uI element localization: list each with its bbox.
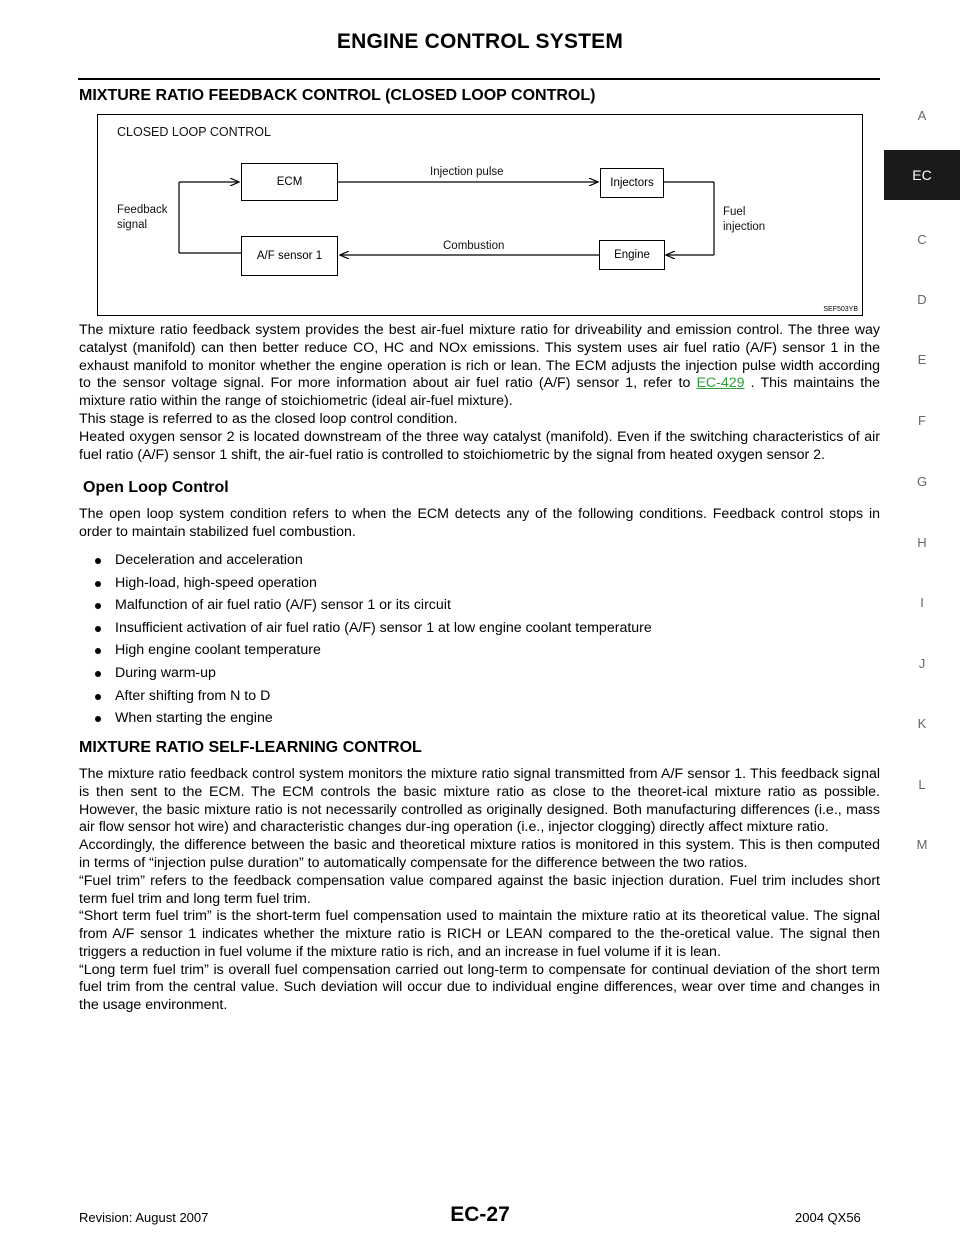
subsection-title-open-loop: Open Loop Control <box>83 479 229 497</box>
tab-ec-active[interactable]: EC <box>884 150 960 200</box>
tab-d[interactable]: D <box>917 292 927 307</box>
paragraph-self-learning-1: The mixture ratio feedback control system monitors the mixture ratio signal transmitted from A/F sensor 1. This feedback signal is then sent to the ECM. The ECM controls the basic mixture ratio as close to the theoret-ical mixture ratio as possible. However, the basic mixture ratio is not necessarily controlled as originally designed. Both manufacturing differences (i.e., mass air flow sensor hot wire) and characteristic changes dur-ing operation (i.e., injector clogging) directly affect mixture ratio. <box>79 765 880 836</box>
bullet-icon <box>95 648 101 654</box>
header-rule <box>78 78 880 80</box>
page-title: ENGINE CONTROL SYSTEM <box>336 30 624 53</box>
bullet-icon <box>95 626 101 632</box>
fuel-injection-label-line1: Fuel <box>723 206 746 218</box>
bullet-icon <box>95 558 101 564</box>
paragraph-short-term-fuel-trim: “Short term fuel trim” is the short-term fuel compensation used to maintain the mixture ratio at its theoretical value. The signal from A/F sensor 1 indicates whether the mixture ratio is RICH or LEAN compared to the the-oretical value. The signal then triggers a reduction in fuel volume if the mixture ratio is rich, and an increase in fuel volume if it is lean. <box>79 908 880 960</box>
tab-k[interactable]: K <box>917 716 927 731</box>
reference-link-ec429[interactable]: EC-429 <box>696 375 745 392</box>
list-item-text: High engine coolant temperature <box>115 642 321 659</box>
list-item <box>79 642 880 660</box>
bullet-icon <box>95 671 101 677</box>
paragraph-self-learning-2: Accordingly, the difference between the basic and theoretical mixture ratios is monitored in this system. This is then computed in terms of “injection pulse duration” to automatically compensate for the difference between the two ratios. <box>79 837 880 871</box>
engine-box: Engine <box>599 240 665 270</box>
section-title-self-learning: MIXTURE RATIO SELF-LEARNING CONTROL <box>79 738 422 756</box>
closed-loop-diagram <box>97 114 863 316</box>
tab-m[interactable]: M <box>916 837 928 852</box>
list-item <box>79 688 880 706</box>
bullet-icon <box>95 716 101 722</box>
diagram-lines <box>98 115 862 315</box>
tab-f[interactable]: F <box>918 413 926 428</box>
list-item-text: Malfunction of air fuel ratio (A/F) sensor 1 or its circuit <box>115 597 451 614</box>
af-sensor-box: A/F sensor 1 <box>241 236 338 276</box>
tab-i[interactable]: I <box>920 595 924 610</box>
paragraph-long-term-fuel-trim: “Long term fuel trim” is overall fuel compensation carried out long-term to compensate for continual deviation of the short term fuel trim from the central value. Such deviation will occur due to individual engine differences, wear over time and changes in the usage environment. <box>79 961 880 1014</box>
tab-g[interactable]: G <box>916 474 928 489</box>
ecm-box: ECM <box>241 163 338 201</box>
list-item <box>79 665 880 683</box>
tab-h[interactable]: H <box>917 535 927 550</box>
open-loop-conditions-list <box>79 552 880 728</box>
bullet-icon <box>95 694 101 700</box>
section-title-feedback-control: MIXTURE RATIO FEEDBACK CONTROL (CLOSED LOOP CONTROL) <box>79 87 596 104</box>
combustion-label: Combustion <box>443 240 505 252</box>
paragraph-text: . This maintains the mixture ratio within the range of stoichiometric (ideal air-fuel mixture). <box>79 375 880 410</box>
list-item-text: High-load, high-speed operation <box>115 574 317 591</box>
list-item-text: Insufficient activation of air fuel ratio (A/F) sensor 1 at low engine coolant temperature <box>115 619 652 636</box>
paragraph-feedback-system <box>79 322 880 411</box>
injectors-box: Injectors <box>600 168 664 198</box>
list-item-text: During warm-up <box>115 664 216 681</box>
paragraph-fuel-trim: “Fuel trim” refers to the feedback compensation value compared against the basic injection duration. Fuel trim includes short term fuel trim and long term fuel trim. <box>79 872 880 907</box>
main-content <box>79 86 880 1015</box>
list-item-text: Deceleration and acceleration <box>115 551 303 568</box>
page-number: EC-27 <box>450 1203 510 1226</box>
figure-id: SEF503YB <box>823 306 858 313</box>
list-item-text: After shifting from N to D <box>115 687 271 704</box>
paragraph-heated-oxygen-sensor: Heated oxygen sensor 2 is located downstream of the three way catalyst (manifold). Even if the switching characteristics of air fuel ratio (A/F) sensor 1 shift, the air-fuel ratio is controlled to stoichiometric by the signal from heated oxygen sensor 2. <box>79 428 880 463</box>
bullet-icon <box>95 603 101 609</box>
feedback-label-line2: signal <box>117 219 148 231</box>
list-item <box>79 552 880 570</box>
tab-c[interactable]: C <box>917 232 927 247</box>
list-item <box>79 620 880 638</box>
feedback-label-line1: Feedback <box>117 204 168 216</box>
paragraph-open-loop-intro: The open loop system condition refers to when the ECM detects any of the following conditions. Feedback control stops in order to maintain stabilized fuel combustion. <box>79 506 880 541</box>
paragraph-text: The mixture ratio feedback system provides the best air-fuel mixture ratio for driveability and emission control. The three way catalyst (manifold) can then better reduce CO, HC and NOx emissions. This system uses air fuel ratio (A/F) sensor 1 in the exhaust manifold to monitor whether the engine operation is rich or lean. The ECM adjusts the injection pulse width according to the sensor voltage signal. For more information about air fuel ratio (A/F) sensor 1, refer to <box>79 322 880 392</box>
diagram-title: CLOSED LOOP CONTROL <box>117 125 271 139</box>
revision-date: Revision: August 2007 <box>79 1210 209 1225</box>
list-item <box>79 710 880 728</box>
injection-pulse-label: Injection pulse <box>430 166 504 178</box>
fuel-injection-label-line2: injection <box>723 221 766 233</box>
list-item <box>79 597 880 615</box>
tab-j[interactable]: J <box>918 656 926 671</box>
list-item-text: When starting the engine <box>115 710 273 727</box>
paragraph-closed-loop-stage: This stage is referred to as the closed loop control condition. <box>79 410 458 427</box>
bullet-icon <box>95 581 101 587</box>
tab-e[interactable]: E <box>917 352 927 367</box>
model-name: 2004 QX56 <box>795 1210 861 1225</box>
list-item <box>79 575 880 593</box>
tab-a[interactable]: A <box>917 108 927 123</box>
tab-l[interactable]: L <box>918 777 926 792</box>
